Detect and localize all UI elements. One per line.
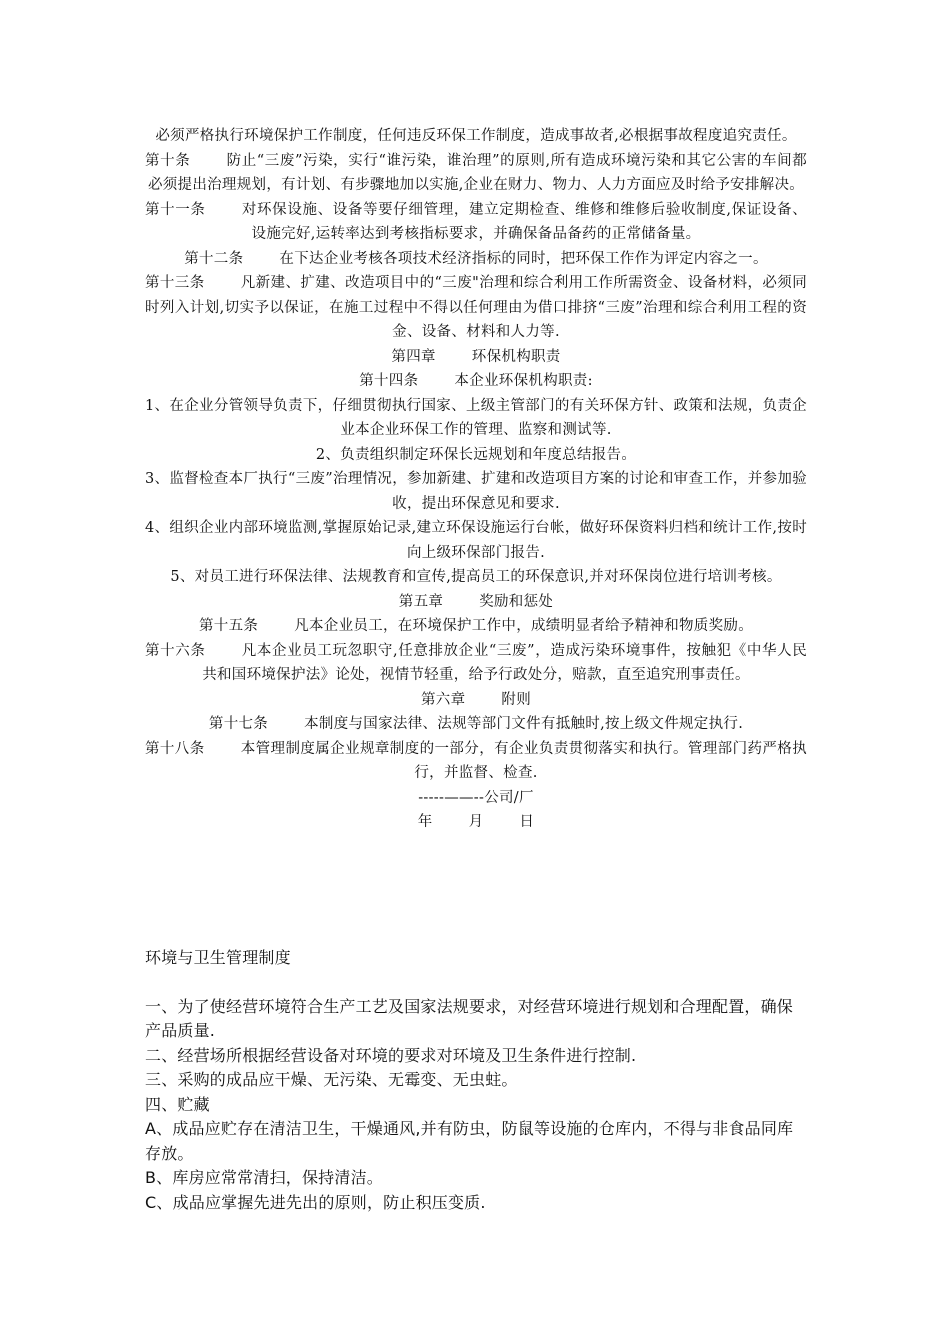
article-16-label: 第十六条 xyxy=(145,642,206,659)
chapter-6-label: 第六章 xyxy=(420,691,466,708)
date-year: 年 xyxy=(417,814,433,830)
article-11-label: 第十一条 xyxy=(145,201,206,218)
regulation-articles xyxy=(145,124,807,835)
article-18-text: 本管理制度属企业规章制度的一部分，有企业负责贯彻落实和执行。管理部门药严格执行，并监督、检查. xyxy=(240,740,807,781)
article-13-label: 第十三条 xyxy=(145,275,205,291)
company-signature: -----——--公司/厂 xyxy=(418,789,534,806)
duty-item-1: 1、在企业分管领导负责下，仔细贯彻执行国家、上级主管部门的有关环保方针、政策和法规，负责企业本企业环保工作的管理、监察和测试等. xyxy=(145,397,807,438)
article-13-text: 凡新建、扩建、改造项目中的“三废"治理和综合利用工作所需资金、设备材料，必须同时列入计划,切实予以保证，在施工过程中不得以任何理由为借口排挤“三废”治理和综合利用工程的资金、设备、材料和人力等. xyxy=(145,275,807,340)
article-17-label: 第十七条 xyxy=(208,716,269,732)
article-13 xyxy=(145,271,807,345)
chapter-5-title: 奖励和惩处 xyxy=(479,593,554,610)
hygiene-item-2: 二、经营场所根据经营设备对环境的要求对环境及卫生条件进行控制. xyxy=(145,1045,637,1065)
article-15-text: 凡本企业员工，在环境保护工作中，成绩明显者给予精神和物质奖励。 xyxy=(294,618,753,634)
storage-rule-c: C、成品应掌握先进先出的原则，防止积压变质. xyxy=(145,1192,486,1212)
article-18-label: 第十八条 xyxy=(145,740,205,757)
paragraph-responsibility: 必须严格执行环境保护工作制度，任何违反环保工作制度，造成事故者,必根据事故程度追究责任。 xyxy=(155,128,797,144)
date-month: 月 xyxy=(468,814,484,830)
chapter-4-label: 第四章 xyxy=(391,348,436,365)
duty-item-2: 2、负责组织制定环保长远规划和年度总结报告。 xyxy=(315,446,637,463)
section-title: 环境与卫生管理制度 xyxy=(145,948,291,967)
chapter-5-heading xyxy=(145,590,807,615)
article-10 xyxy=(145,149,807,198)
blank-line xyxy=(145,971,807,995)
article-11 xyxy=(145,198,807,247)
article-12-label: 第十二条 xyxy=(184,250,244,267)
hygiene-item-4: 四、贮藏 xyxy=(145,1094,210,1114)
article-10-label: 第十条 xyxy=(145,152,191,169)
storage-rule-b: B、库房应常常清扫，保持清洁。 xyxy=(145,1168,383,1187)
article-15-label: 第十五条 xyxy=(199,618,259,634)
article-14 xyxy=(145,369,807,394)
storage-rule-a: A、成品应贮存在清洁卫生，干燥通风,并有防虫，防鼠等设施的仓库内，不得与非食品同库存放。 xyxy=(145,1119,794,1163)
duty-item-4: 4、组织企业内部环境监测,掌握原始记录,建立环保设施运行台帐，做好环保资料归档和统计工作,按时向上级环保部门报告. xyxy=(145,520,807,561)
article-12-text: 在下达企业考核各项技术经济指标的同时，把环保工作作为评定内容之一。 xyxy=(279,250,768,267)
chapter-4-title: 环保机构职责 xyxy=(471,348,561,365)
duty-item-5: 5、对员工进行环保法律、法规教育和宣传,提高员工的环保意识,并对环保岗位进行培训考核。 xyxy=(170,569,782,585)
chapter-6-heading xyxy=(145,688,807,713)
date-day: 日 xyxy=(519,814,535,830)
article-11-text: 对环保设施、设备等要仔细管理，建立定期检查、维修和维修后验收制度,保证设备、设施完好,运转率达到考核指标要求，并确保备品备药的正常储备量。 xyxy=(241,201,807,242)
chapter-4-heading xyxy=(145,345,807,370)
article-15 xyxy=(145,614,807,639)
article-14-label: 第十四条 xyxy=(359,373,419,389)
chapter-5-label: 第五章 xyxy=(398,593,444,610)
article-17-text: 本制度与国家法律、法规等部门文件有抵触时,按上级文件规定执行. xyxy=(304,716,744,732)
hygiene-item-3: 三、采购的成品应干燥、无污染、无霉变、无虫蛀。 xyxy=(145,1070,518,1089)
article-10-text: 防止“三废”污染，实行“谁污染，谁治理”的原则,所有造成环境污染和其它公害的车间都必须提出治理规划，有计划、有步骤地加以实施,企业在财力、物力、人力方面应及时给予安排解决。 xyxy=(147,152,807,193)
article-16 xyxy=(145,639,807,688)
duty-item-3: 3、监督检查本厂执行“三废”治理情况，参加新建、扩建和改造项目方案的讨论和审查工作，并参加验收，提出环保意见和要求. xyxy=(145,471,807,512)
article-12 xyxy=(145,247,807,272)
chapter-6-title: 附则 xyxy=(501,691,531,708)
date-line xyxy=(145,810,807,835)
article-18 xyxy=(145,737,807,786)
hygiene-item-1: 一、为了使经营环境符合生产工艺及国家法规要求，对经营环境进行规划和合理配置，确保产品质量. xyxy=(145,996,794,1040)
hygiene-section xyxy=(145,946,807,1215)
article-16-text: 凡本企业员工玩忽职守,任意排放企业“三废”，造成污染环境事件，按触犯《中华人民共和国环境保护法》论处，视情节轻重，给予行政处分，赔款，直至追究刑事责任。 xyxy=(202,642,808,683)
article-14-text: 本企业环保机构职责: xyxy=(454,373,593,389)
article-17 xyxy=(145,712,807,737)
